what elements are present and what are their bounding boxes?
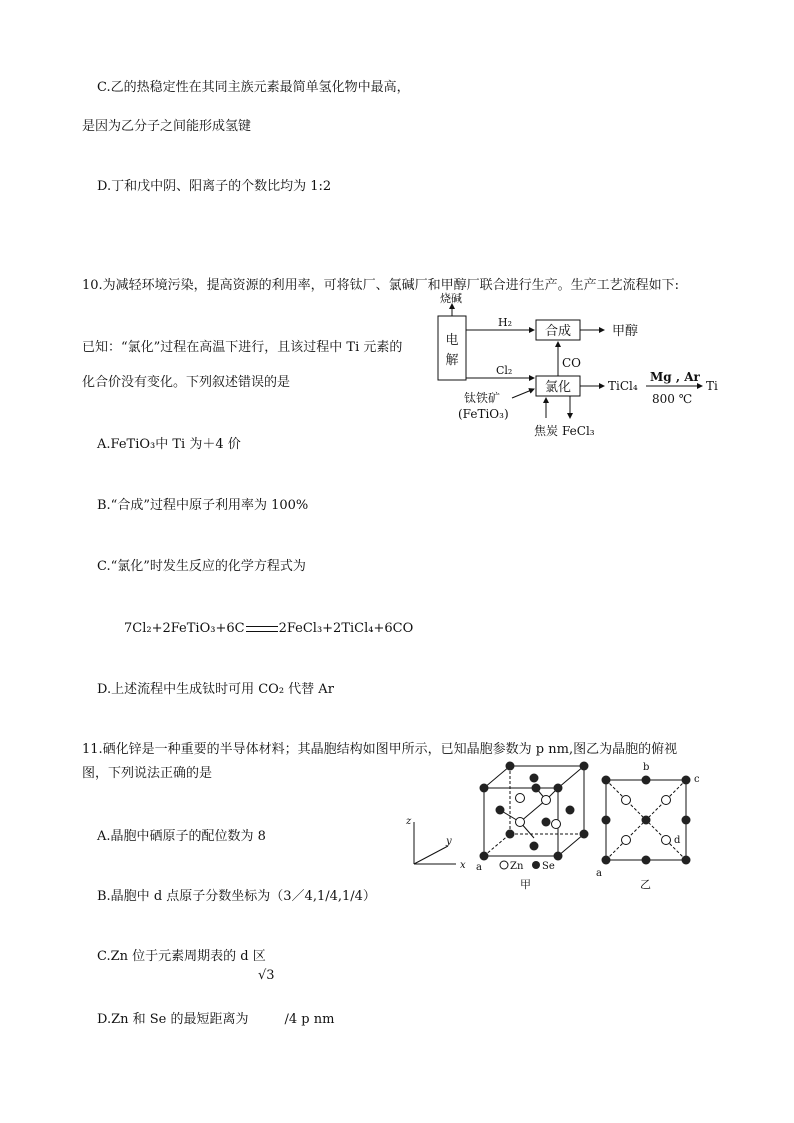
q11-option-d: [97, 1012, 334, 1028]
point-b-label: b: [643, 762, 650, 773]
q11-stem-line1: 11.硒化锌是一种重要的半导体材料；其晶胞结构如图甲所示，已知晶胞参数为 p nm,图乙为晶胞的俯视: [82, 742, 678, 757]
caption-yi: 乙: [640, 878, 651, 891]
h2-label: H₂: [498, 316, 513, 329]
q10-option-a: A.FeTiO₃中 Ti 为＋4 价: [97, 437, 241, 452]
fecl3-label: FeCl₃: [562, 424, 595, 438]
axis-x-label: x: [460, 860, 466, 871]
point-d-label: d: [674, 835, 681, 846]
q11-option-d-prefix: D.Zn 和 Se 的最短距离为: [97, 1012, 249, 1027]
q11-crystal-figure: [400, 758, 710, 896]
legend-se-label: Se: [542, 861, 555, 872]
point-c-label: c: [694, 774, 700, 785]
legend-se-marker: [532, 861, 540, 869]
q10-stem: 10.为减轻环境污染，提高资源的利用率，可将钛厂、氯碱厂和甲醇厂联合进行生产。生产工艺流程如下:: [82, 278, 680, 293]
q10-option-d: D.上述流程中生成钛时可用 CO₂ 代替 Ar: [97, 682, 334, 697]
caustic-soda-label: 烧碱: [440, 292, 462, 305]
point-a-label: a: [476, 862, 482, 873]
q11-option-d-suffix: /4 p nm: [284, 1012, 335, 1027]
q10-flow-diagram: [404, 290, 734, 442]
q10-equation: [124, 621, 413, 637]
ilmenite-formula: (FeTiO₃): [458, 407, 509, 421]
q11-option-a: A.晶胞中硒原子的配位数为 8: [97, 829, 266, 844]
chlorination-label: 氯化: [544, 380, 572, 395]
q10-known-line1: 已知：“氯化”过程在高温下进行，且该过程中 Ti 元素的: [82, 340, 403, 355]
q9-option-c-line1: C.乙的热稳定性在其同主族元素最简单氢化物中最高，: [97, 80, 410, 95]
mg-ar-label: Mg , Ar: [650, 370, 700, 384]
ti-label: Ti: [706, 379, 718, 393]
q11-option-c: C.Zn 位于元素周期表的 d 区: [97, 949, 266, 964]
synthesis-label: 合成: [544, 324, 572, 339]
methanol-label: 甲醇: [612, 324, 639, 339]
ticl4-label: TiCl₄: [608, 379, 638, 393]
electrolysis-label-1: 电: [445, 333, 459, 348]
equation-double-line: [246, 626, 278, 632]
electrolysis-label-2: 解: [445, 353, 459, 368]
legend-zn-label: Zn: [510, 861, 524, 872]
caption-jia: 甲: [520, 878, 531, 891]
ilmenite-arrow: [512, 389, 534, 398]
q11-option-b: B.晶胞中 d 点原子分数坐标为（3／4,1/4,1/4）: [97, 889, 376, 904]
electrolysis-box: [438, 316, 466, 380]
q10-option-c: C.“氯化”时发生反应的化学方程式为: [97, 559, 306, 574]
axis-z-label: z: [406, 816, 412, 827]
zn-atoms: [516, 794, 561, 829]
q10-known-line2: 化合价没有变化。下列叙述错误的是: [82, 375, 291, 390]
temp-label: 800 ℃: [652, 392, 693, 406]
cl2-label: Cl₂: [496, 364, 513, 377]
q10-option-b: B.“合成”过程中原子利用率为 100%: [97, 498, 309, 513]
legend-zn-marker: [500, 861, 508, 869]
sqrt3-symbol: √3: [258, 968, 275, 983]
coke-label: 焦炭: [534, 424, 559, 438]
q11-stem-line2: 图，下列说法正确的是: [82, 766, 213, 781]
equation-products: 2FeCl₃+2TiCl₄+6CO: [278, 621, 414, 636]
equation-reactants: 7Cl₂+2FeTiO₃+6C: [124, 621, 245, 636]
axis-y-label: y: [446, 836, 452, 847]
ilmenite-label: 钛铁矿: [464, 391, 501, 405]
q9-option-c-line2: 是因为乙分子之间能形成氢键: [82, 119, 252, 134]
point-a2-label: a: [596, 868, 602, 879]
q9-option-d: D.丁和戊中阴、阳离子的个数比均为 1:2: [97, 179, 332, 194]
co-label: CO: [562, 356, 582, 370]
